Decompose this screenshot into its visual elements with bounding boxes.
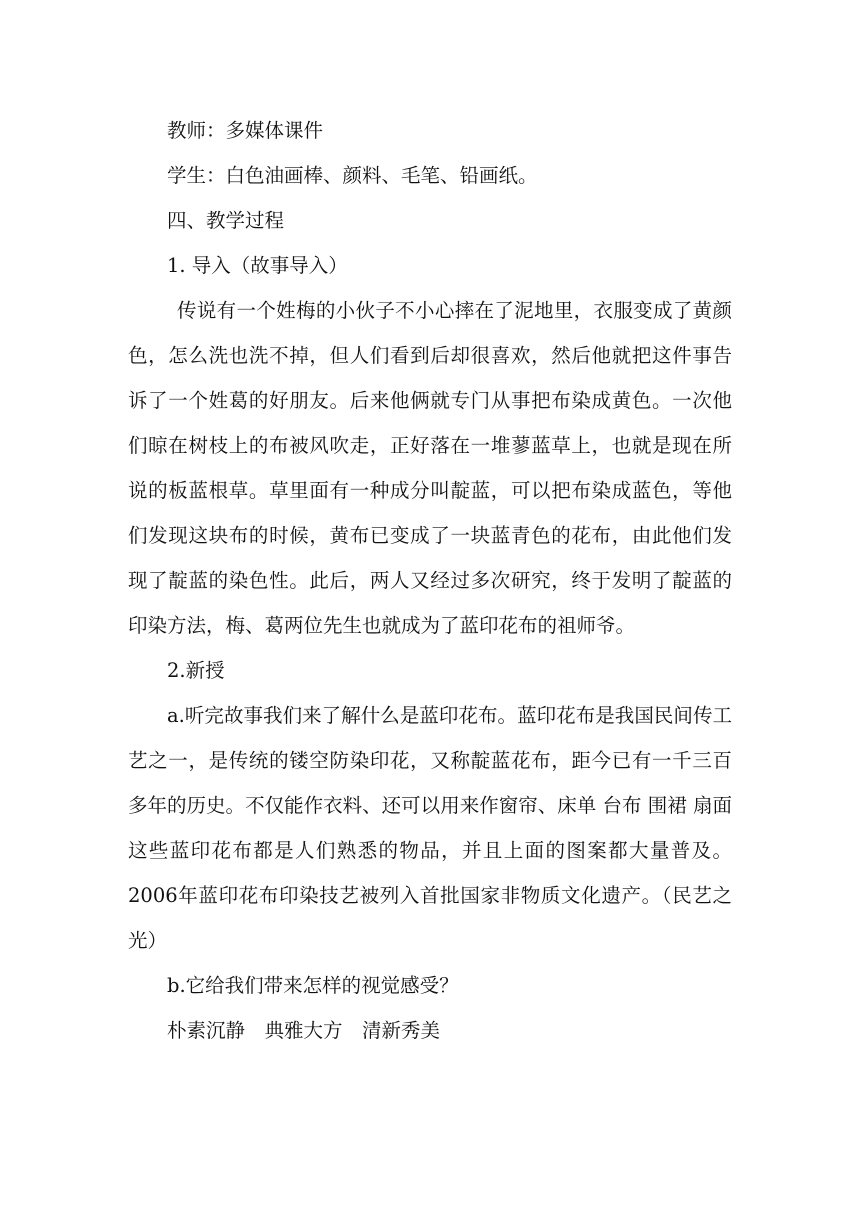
item-b-question: b.它给我们带来怎样的视觉感受？ bbox=[167, 974, 459, 997]
section-heading: 四、教学过程 bbox=[167, 209, 285, 232]
step2-heading: 2.新授 bbox=[167, 659, 225, 682]
item-b-answer: 朴素沉静 典雅大方 清新秀美 bbox=[167, 1019, 441, 1042]
materials-student-line: 学生：白色油画棒、颜料、毛笔、铅画纸。 bbox=[167, 164, 538, 187]
item-a-paragraph: a.听完故事我们来了解什么是蓝印花布。蓝印花布是我国民间传工艺之一，是传统的镂空防染印花，又称靛蓝花布，距今已有一千三百多年的历史。不仅能作衣料、还可以用来作窗帘、床单 台布 围裙 扇面 这些蓝印花布都是人们熟悉的物品，并且上面的图案都大量普及。2006年蓝印花布印染技艺被列入首批国家非物质文化遗产。（民艺之光） bbox=[128, 704, 732, 952]
story-paragraph: 传说有一个姓梅的小伙子不小心摔在了泥地里，衣服变成了黄颜色，怎么洗也洗不掉，但人们看到后却很喜欢，然后他就把这件事告诉了一个姓葛的好朋友。后来他俩就专门从事把布染成黄色。一次他们晾在树枝上的布被风吹走，正好落在一堆蓼蓝草上，也就是现在所说的板蓝根草。草里面有一种成分叫靛蓝，可以把布染成蓝色，等他们发现这块布的时候，黄布已变成了一块蓝青色的花布，由此他们发现了靛蓝的染色性。此后，两人又经过多次研究，终于发明了靛蓝的印染方法，梅、葛两位先生也就成为了蓝印花布的祖师爷。 bbox=[128, 299, 732, 637]
materials-teacher-line: 教师：多媒体课件 bbox=[167, 119, 324, 142]
step1-heading: 1. 导入（故事导入） bbox=[167, 254, 348, 277]
document-body bbox=[128, 108, 732, 1053]
